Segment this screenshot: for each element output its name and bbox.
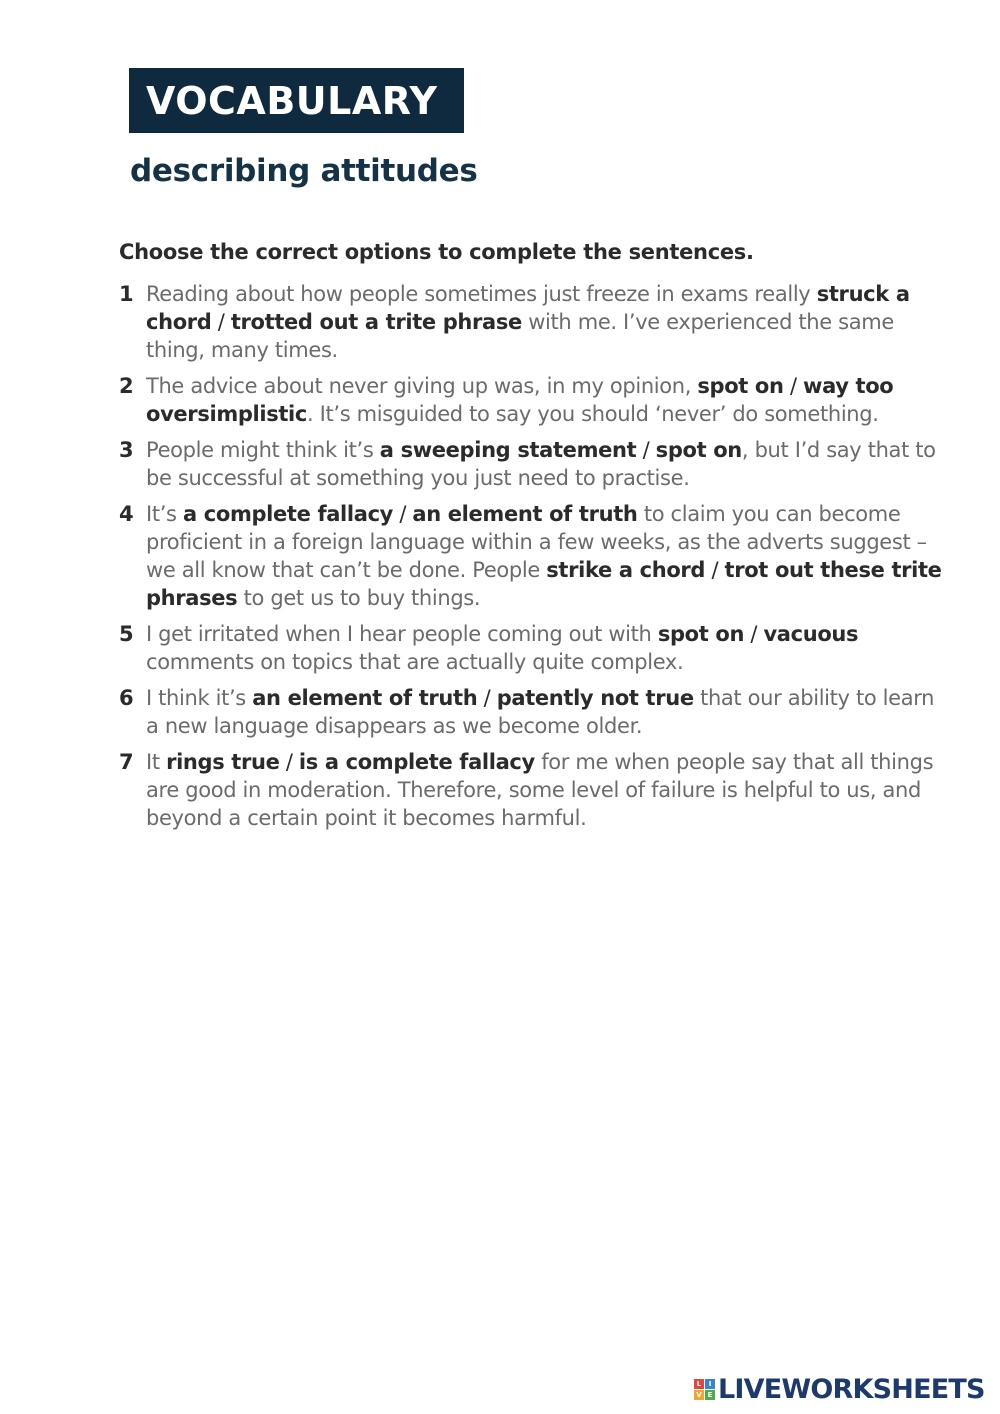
answer-option: rings true (166, 750, 280, 774)
sentence-text: to claim you can become proficient in a foreign language within a few weeks, as the adverts suggest – we all know that can’t be done. People (146, 502, 927, 582)
logo-mark-icon (694, 1379, 715, 1400)
answer-option: spot on (655, 438, 742, 462)
answer-option: an element of truth (252, 686, 478, 710)
exercise-number: 3 (119, 438, 134, 462)
sentence-text: It (146, 750, 167, 774)
sentence-text: comments on topics that are actually quite complex. (146, 650, 684, 674)
exercise-number: 2 (119, 374, 134, 398)
exercise-list (119, 280, 949, 840)
sentence-text: People might think it’s (146, 438, 380, 462)
answer-option: vacuous (763, 622, 859, 646)
sentence-text: Reading about how people sometimes just freeze in exams really (146, 282, 817, 306)
section-title: VOCABULARY (146, 78, 438, 123)
exercise-sentence (146, 748, 949, 832)
exercise-number: 7 (119, 750, 134, 774)
option-separator: / (744, 622, 764, 646)
logo-letter: V (694, 1390, 704, 1400)
answer-option: trot out these trite phrases (146, 558, 942, 610)
exercise-number: 1 (119, 282, 134, 306)
sentence-text: for me when people say that all things are good in moderation. Therefore, some level of failure is helpful to us, and beyond a certain point it becomes harmful. (146, 750, 934, 830)
sentence-text: The advice about never giving up was, in my opinion, (146, 374, 698, 398)
answer-option: way too oversimplistic (146, 374, 894, 426)
answer-option: an element of truth (412, 502, 638, 526)
exercise-sentence (146, 372, 949, 428)
exercise-sentence (146, 280, 949, 364)
exercise-sentence (146, 620, 949, 676)
section-subtitle: describing attitudes (130, 153, 478, 189)
exercise-item (119, 436, 949, 492)
answer-option: patently not true (496, 686, 694, 710)
option-separator: / (477, 686, 497, 710)
sentence-text: , but I’d say that to be successful at something you just need to practise. (146, 438, 936, 490)
exercise-number: 5 (119, 622, 134, 646)
sentence-text: I get irritated when I hear people coming out with (146, 622, 658, 646)
sentence-text: with me. I’ve experienced the same thing, many times. (146, 310, 894, 362)
option-separator: / (636, 438, 656, 462)
answer-option: strike a chord (546, 558, 706, 582)
sentence-text: to get us to buy things. (237, 586, 481, 610)
answer-option: a complete fallacy (182, 502, 394, 526)
exercise-number: 6 (119, 686, 134, 710)
logo-letter: I (705, 1379, 715, 1389)
exercise-sentence (146, 436, 949, 492)
exercise-item (119, 280, 949, 364)
option-separator: / (211, 310, 231, 334)
answer-option: struck a chord (146, 282, 910, 334)
answer-option: trotted out a trite phrase (230, 310, 522, 334)
logo-text: LIVEWORKSHEETS (718, 1374, 985, 1405)
exercise-sentence (146, 684, 949, 740)
exercise-item (119, 684, 949, 740)
answer-option: is a complete fallacy (298, 750, 535, 774)
answer-option: spot on (657, 622, 745, 646)
exercise-sentence (146, 500, 949, 612)
answer-option: a sweeping statement (379, 438, 637, 462)
sentence-text: It’s (146, 502, 183, 526)
exercise-number: 4 (119, 502, 134, 526)
exercise-item (119, 372, 949, 428)
exercise-item (119, 620, 949, 676)
option-separator: / (783, 374, 804, 398)
logo-letter: E (705, 1390, 715, 1400)
logo-letter: L (694, 1379, 704, 1389)
exercise-item (119, 500, 949, 612)
liveworksheets-logo (694, 1376, 985, 1403)
section-header (129, 68, 464, 133)
option-separator: / (279, 750, 299, 774)
option-separator: / (705, 558, 725, 582)
answer-option: spot on (697, 374, 784, 398)
sentence-text: . It’s misguided to say you should ‘never’ do something. (307, 402, 879, 426)
sentence-text: that our ability to learn a new language disappears as we become older. (146, 686, 935, 738)
exercise-item (119, 748, 949, 832)
instructions: Choose the correct options to complete the sentences. (119, 240, 754, 264)
option-separator: / (393, 502, 413, 526)
sentence-text: I think it’s (146, 686, 253, 710)
